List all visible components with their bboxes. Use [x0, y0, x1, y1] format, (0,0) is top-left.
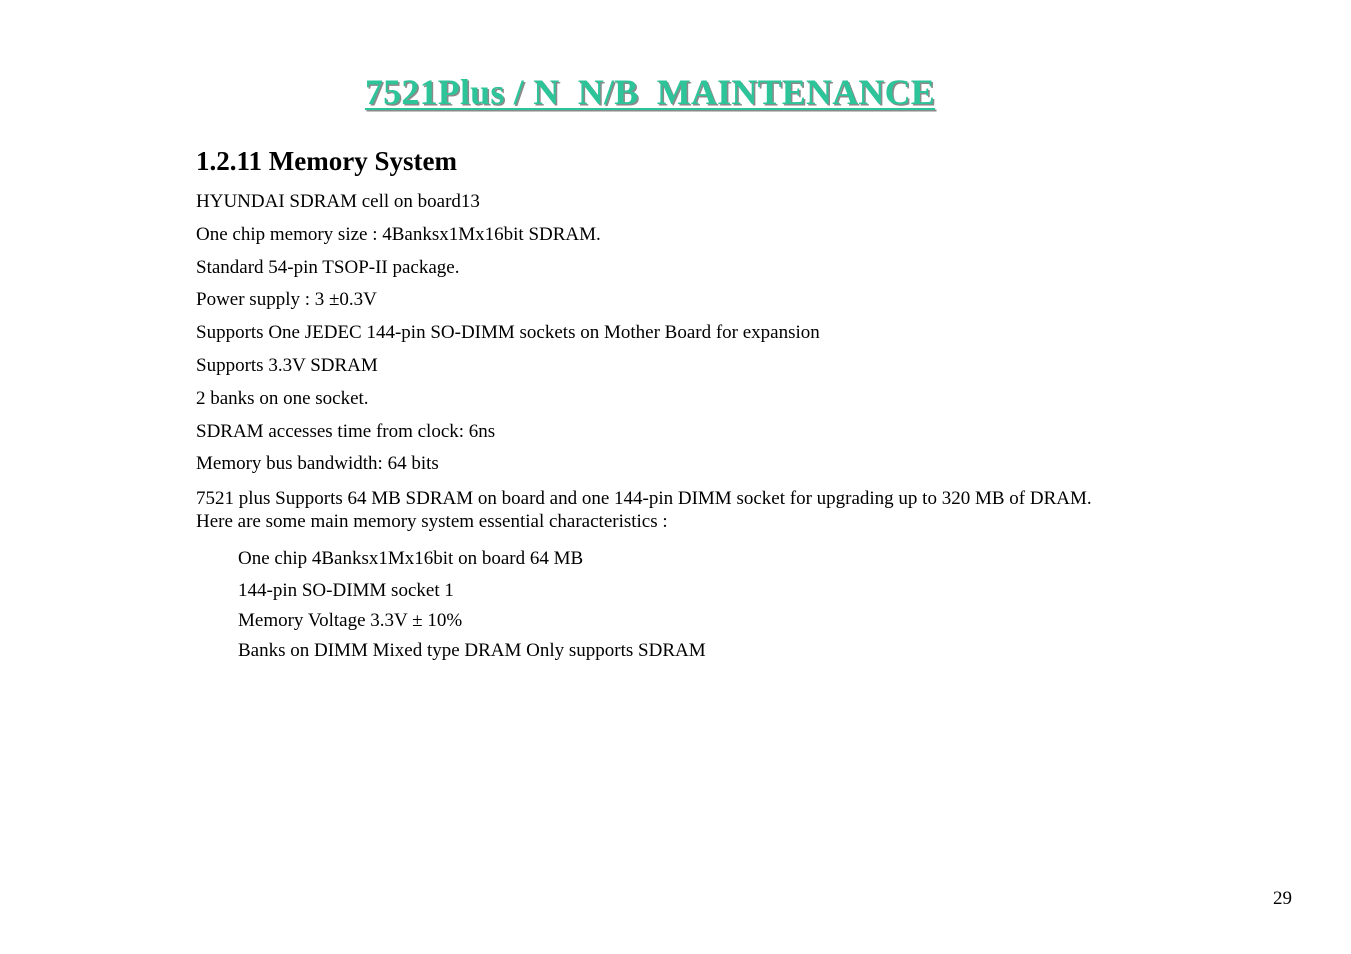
characteristic-item: One chip 4Banksx1Mx16bit on board 64 MB [238, 548, 584, 569]
characteristic-item: Banks on DIMM Mixed type DRAM Only supports SDRAM [238, 640, 706, 661]
spec-item: 2 banks on one socket. [196, 387, 369, 409]
memory-spec-list [196, 188, 820, 483]
spec-item: Memory bus bandwidth: 64 bits [196, 453, 439, 475]
spec-item: Standard 54-pin TSOP-II package. [196, 256, 460, 278]
spec-item: SDRAM accesses time from clock: 6ns [196, 420, 496, 442]
spec-item: HYUNDAI SDRAM cell on board13 [196, 191, 480, 212]
characteristics-list [238, 545, 706, 667]
characteristic-item: Memory Voltage 3.3V ± 10% [238, 610, 463, 631]
page-number: 29 [1273, 888, 1292, 909]
spec-item: Power supply : 3 ±0.3V [196, 289, 377, 311]
summary-line: Here are some main memory system essential characteristics : [196, 511, 668, 532]
document-title: 7521Plus / N N/B MAINTENANCE [364, 72, 936, 112]
characteristic-item: 144-pin SO-DIMM socket 1 [238, 580, 454, 601]
spec-item: Supports One JEDEC 144-pin SO-DIMM sockets on Mother Board for expansion [196, 322, 820, 344]
summary-line: 7521 plus Supports 64 MB SDRAM on board and one 144-pin DIMM socket for upgrading up to 320 MB of DRAM. [196, 488, 1092, 509]
section-heading: 1.2.11 Memory System [196, 146, 457, 176]
spec-item: One chip memory size : 4Banksx1Mx16bit SDRAM. [196, 223, 601, 245]
summary-paragraph [196, 487, 1092, 533]
spec-item: Supports 3.3V SDRAM [196, 354, 378, 376]
